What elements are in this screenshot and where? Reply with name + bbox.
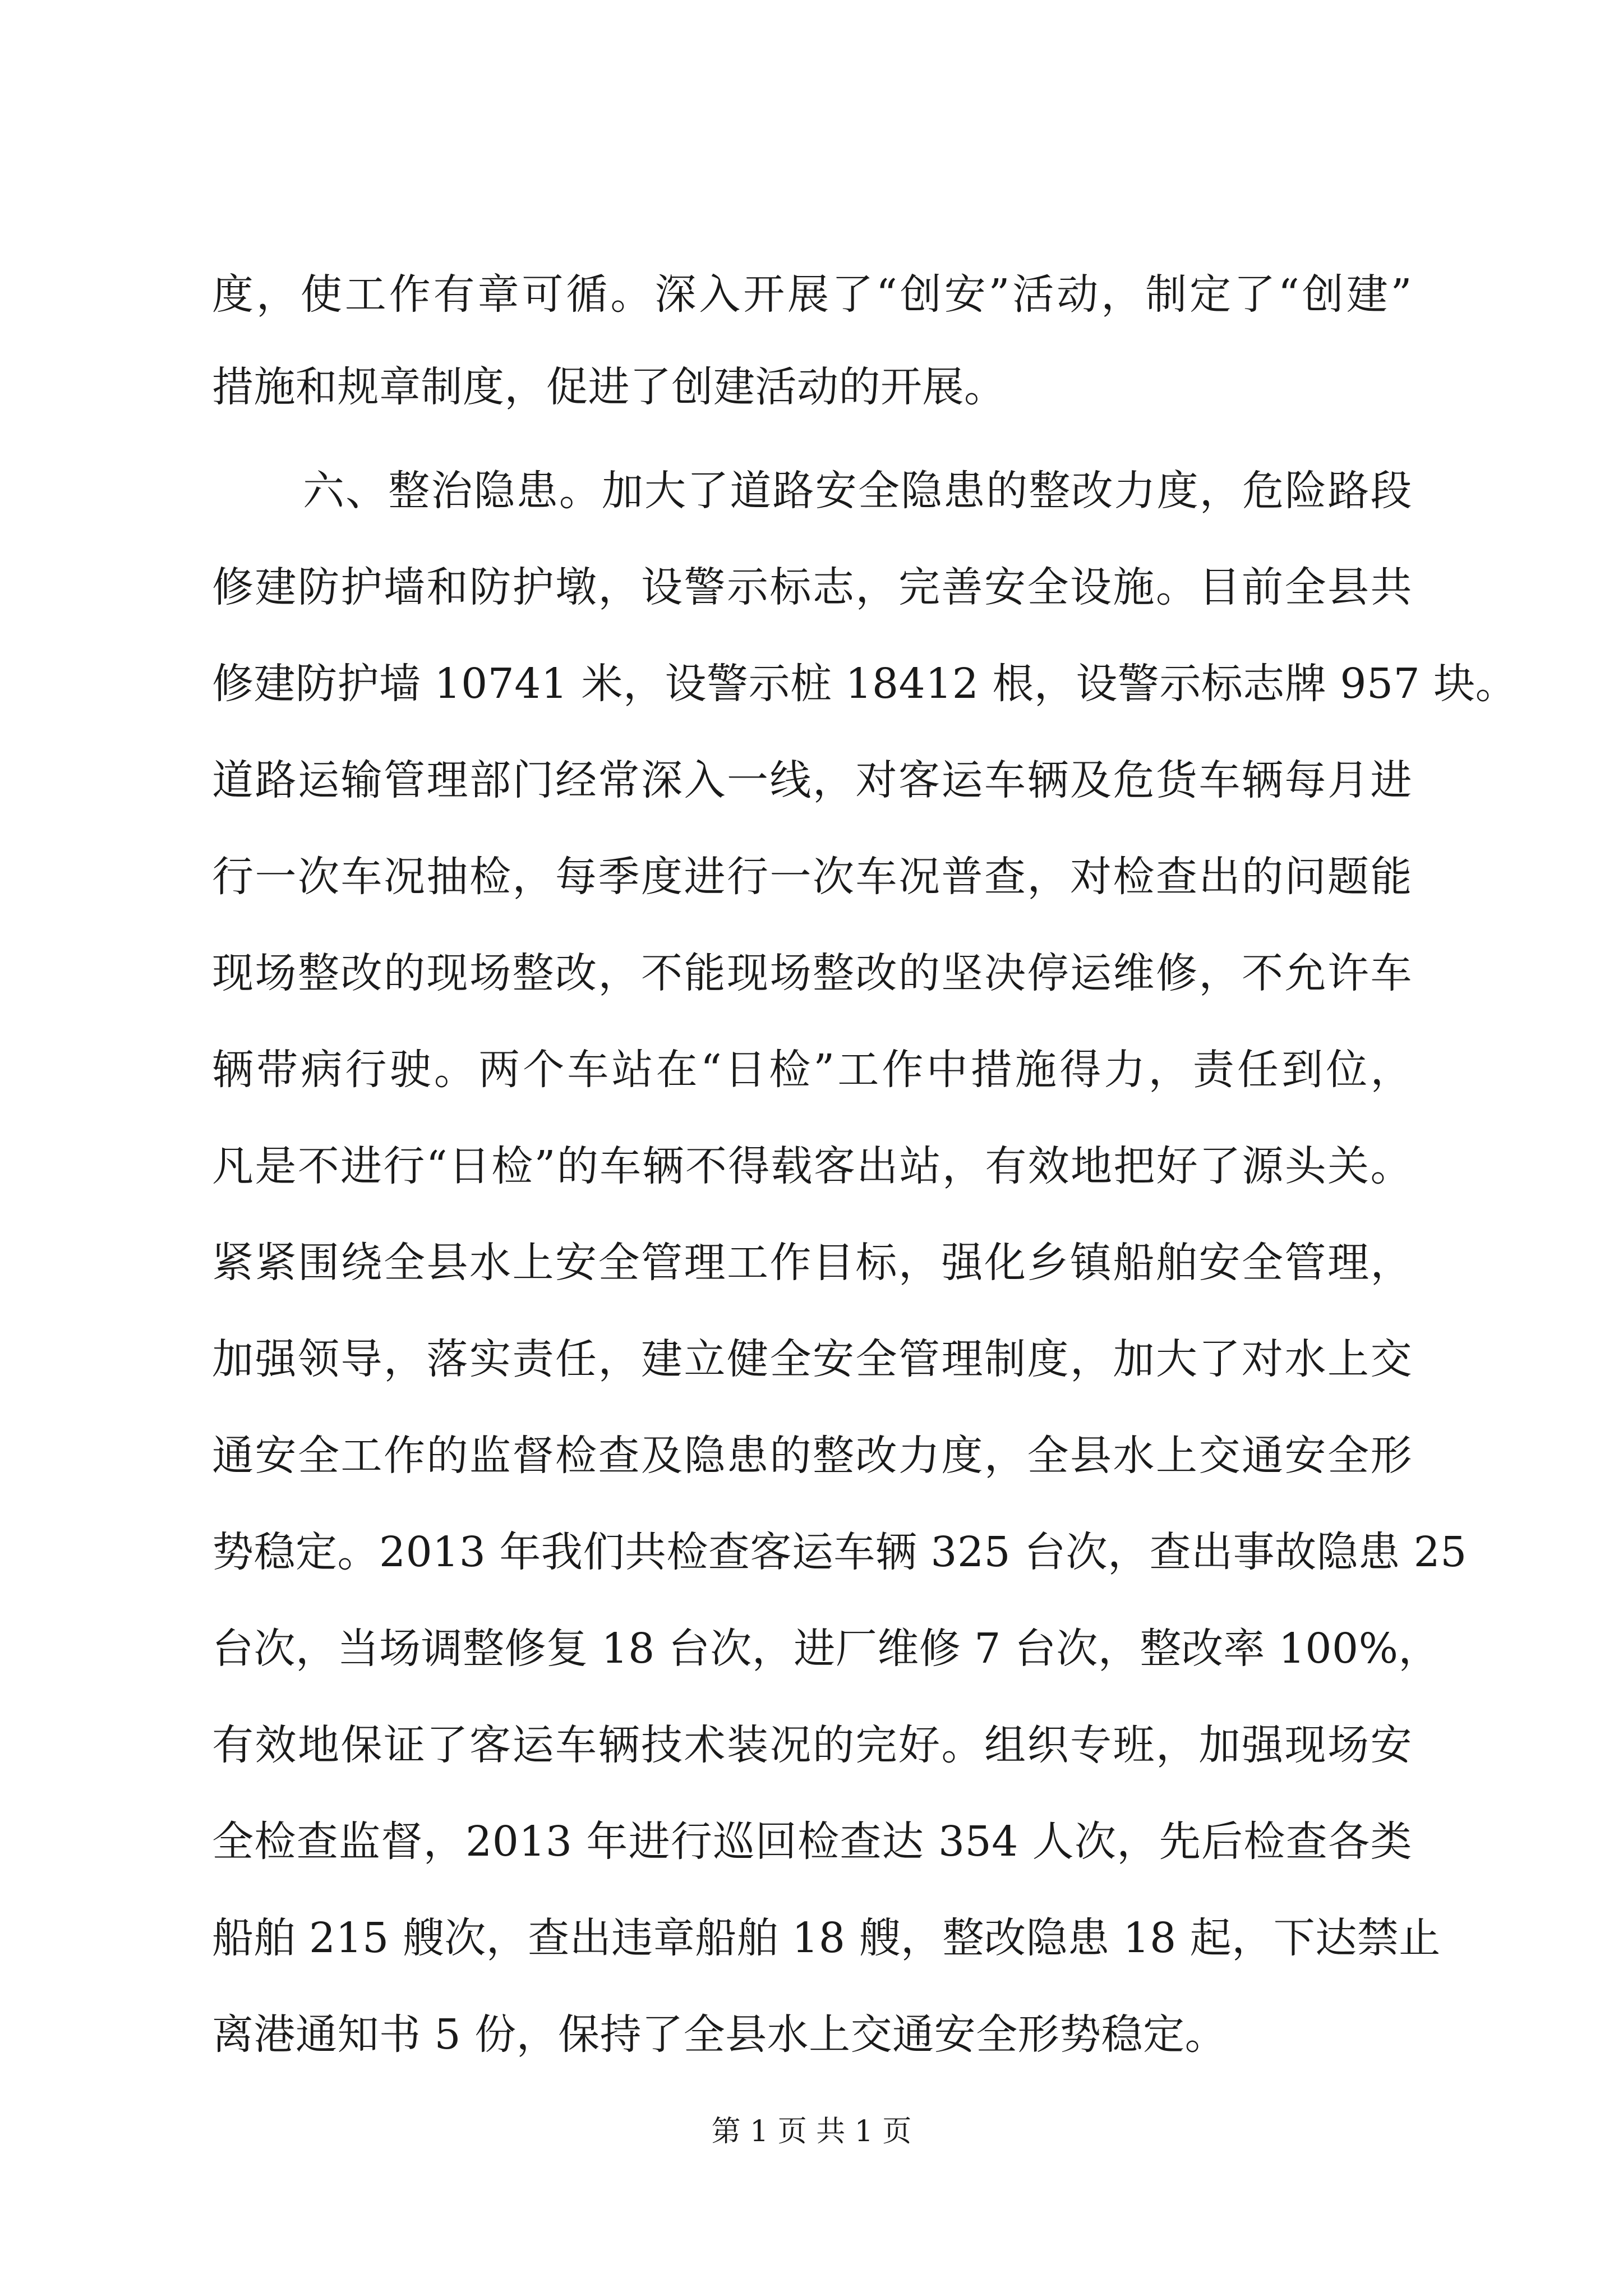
text-line: 加强领导，落实责任，建立健全安全管理制度，加大了对水上交 (212, 1335, 1412, 1383)
text-line: 有效地保证了客运车辆技术装况的完好。组织专班，加强现场安 (212, 1721, 1412, 1769)
paragraph-start-line: 六、整治隐患。加大了道路安全隐患的整改力度，危险路段 (303, 467, 1412, 515)
text-line: 度，使工作有章可循。深入开展了“创安”活动，制定了“创建” (212, 270, 1412, 319)
text-line: 行一次车况抽检，每季度进行一次车况普查，对检查出的问题能 (212, 853, 1412, 901)
text-line: 辆带病行驶。两个车站在“日检”工作中措施得力，责任到位， (212, 1046, 1412, 1094)
text-line: 离港通知书 5 份，保持了全县水上交通安全形势稳定。 (212, 2010, 1227, 2059)
text-line: 道路运输管理部门经常深入一线，对客运车辆及危货车辆每月进 (212, 756, 1412, 804)
text-line: 通安全工作的监督检查及隐患的整改力度，全县水上交通安全形 (212, 1432, 1412, 1480)
text-line: 势稳定。2013 年我们共检查客运车辆 325 台次，查出事故隐患 25 (212, 1528, 1467, 1576)
text-line: 凡是不进行“日检”的车辆不得载客出站，有效地把好了源头关。 (212, 1142, 1412, 1190)
text-line: 修建防护墙和防护墩，设警示标志，完善安全设施。目前全县共 (212, 563, 1412, 611)
text-line: 全检查监督，2013 年进行巡回检查达 354 人次，先后检查各类 (212, 1818, 1412, 1866)
text-line: 紧紧围绕全县水上安全管理工作目标，强化乡镇船舶安全管理， (212, 1239, 1412, 1287)
text-line: 修建防护墙 10741 米，设警示桩 18412 根，设警示标志牌 957 块。 (212, 660, 1518, 708)
text-line: 措施和规章制度，促进了创建活动的开展。 (212, 363, 1006, 411)
text-line: 台次，当场调整修复 18 台次，进厂维修 7 台次，整改率 100%， (212, 1625, 1440, 1673)
text-line: 现场整改的现场整改，不能现场整改的坚决停运维修，不允许车 (212, 949, 1412, 997)
page-number-footer: 第 1 页 共 1 页 (711, 2115, 912, 2148)
text-line: 船舶 215 艘次，查出违章船舶 18 艘，整改隐患 18 起，下达禁止 (212, 1914, 1441, 1962)
